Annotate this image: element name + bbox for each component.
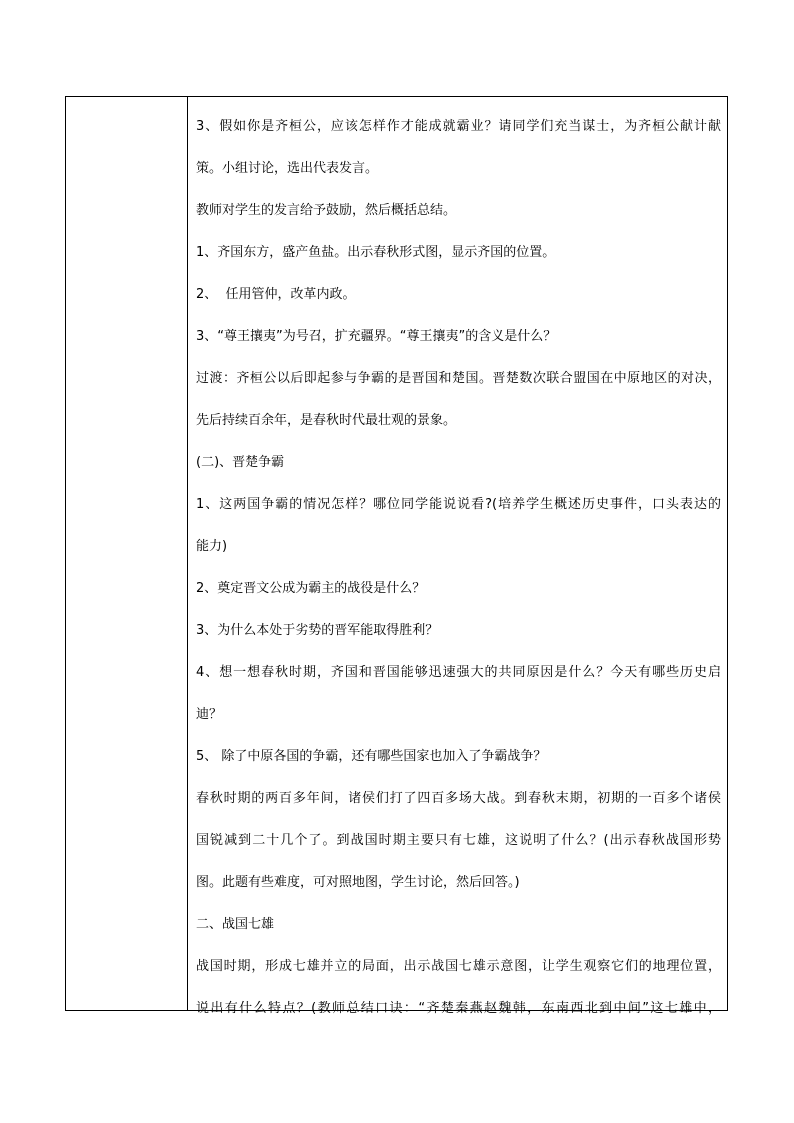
text-line: 先后持续百余年，是春秋时代最壮观的景象。 [196, 413, 457, 428]
text-line: 1、这两国争霸的情况怎样？哪位同学能说说看?(培养学生概述历史事件，口头表达的 [196, 497, 721, 512]
section-heading: (二)、晋楚争霸 [196, 455, 285, 470]
text-line: 战国时期，形成七雄并立的局面，出示战国七雄示意图，让学生观察它们的地理位置， [196, 959, 721, 974]
text-line: 1、齐国东方，盛产鱼盐。出示春秋形式图，显示齐国的位置。 [196, 245, 556, 260]
text-line: 国锐减到二十几个了。到战国时期主要只有七雄，这说明了什么？(出示春秋战国形势 [196, 833, 721, 848]
text-line: 5、 除了中原各国的争霸，还有哪些国家也加入了争霸战争？ [196, 749, 547, 764]
text-line: 3、假如你是齐桓公，应该怎样作才能成就霸业？请同学们充当谋士，为齐桓公献计献 [196, 119, 721, 134]
text-line: 教师对学生的发言给予鼓励，然后概括总结。 [196, 203, 457, 218]
text-line: 策。小组讨论，选出代表发言。 [196, 161, 379, 176]
text-line: 3、“尊王攘夷”为号召，扩充疆界。“尊王攘夷”的含义是什么？ [196, 329, 557, 344]
lesson-content-cell [188, 97, 727, 1016]
text-line: 4、想一想春秋时期，齐国和晋国能够迅速强大的共同原因是什么？今天有哪些历史启 [196, 665, 721, 680]
text-line: 图。此题有些难度，可对照地图，学生讨论，然后回答。) [196, 875, 520, 890]
text-line: 2、奠定晋文公成为霸主的战役是什么？ [196, 581, 426, 596]
text-line: 春秋时期的两百多年间，诸侯们打了四百多场大战。到春秋末期，初期的一百多个诸侯 [196, 791, 721, 806]
lesson-table [65, 96, 728, 1016]
text-line: 3、为什么本处于劣势的晋军能取得胜利？ [196, 623, 439, 638]
text-line: 过渡：齐桓公以后即起参与争霸的是晋国和楚国。晋楚数次联合盟国在中原地区的对决， [196, 371, 721, 386]
text-line: 2、 任用管仲，改革内政。 [196, 287, 356, 302]
left-column-cell [66, 97, 187, 1010]
section-heading: 二、战国七雄 [196, 917, 275, 932]
text-line: 迪？ [196, 707, 223, 722]
text-line: 说出有什么特点？(教师总结口诀：“齐楚秦燕赵魏韩，东南西北到中间”这七雄中， [196, 1001, 721, 1016]
text-line: 能力) [196, 539, 228, 554]
